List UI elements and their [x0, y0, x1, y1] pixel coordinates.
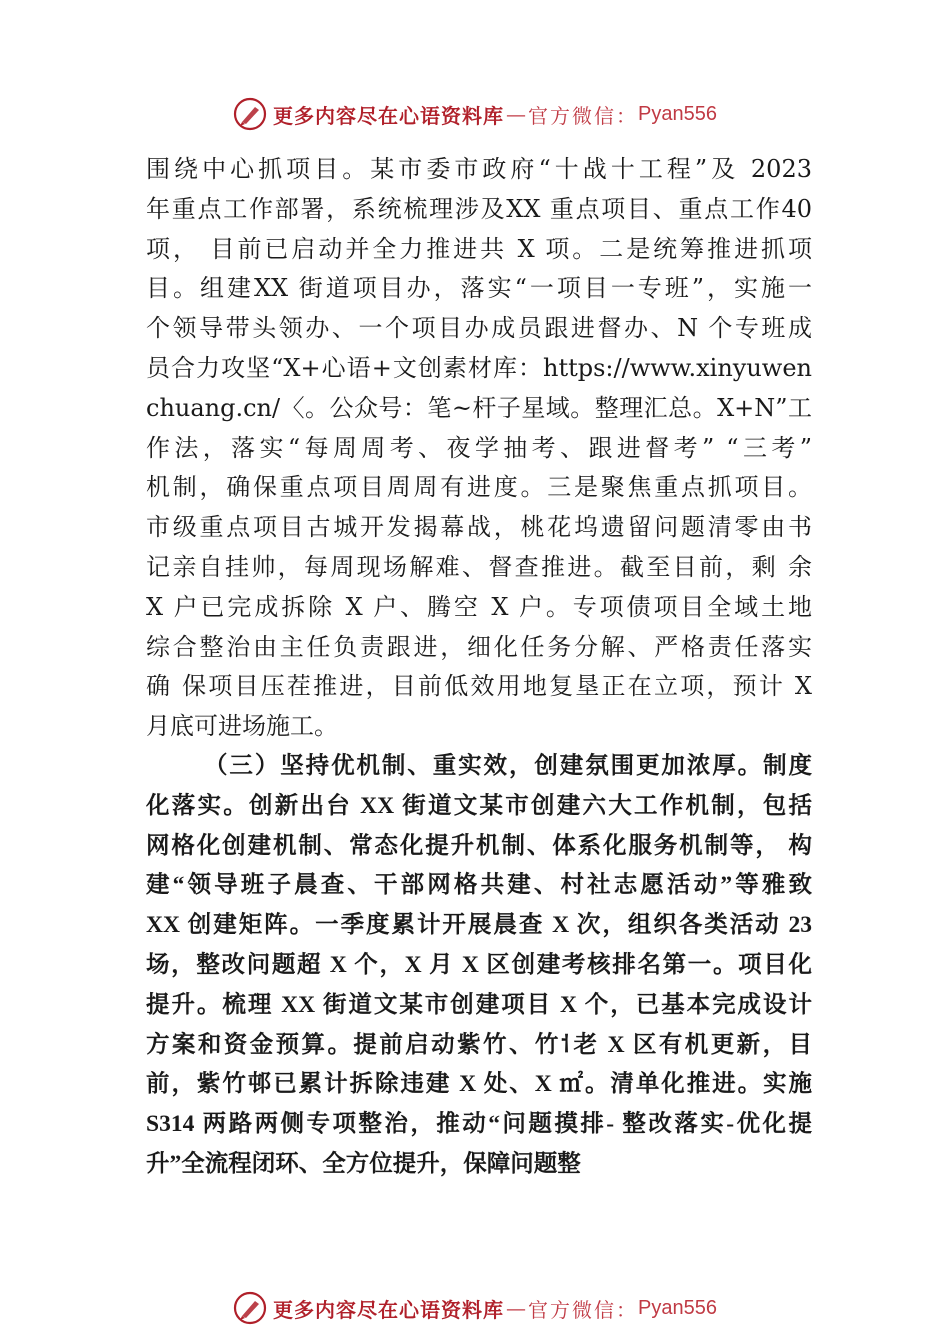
text-line: 机制，确保重点项目周周有进度。三是聚焦重点抓项目。: [146, 473, 812, 502]
banner-wechat-id: Pyan556: [638, 1296, 717, 1319]
text-line: 网格化创建机制、常态化提升机制、体系化服务机制等， 构: [146, 832, 812, 859]
text-line: 月底可进场施工。: [146, 712, 338, 741]
text-line: X 户已完成拆除 X 户、腾空 X 户。专项债项目全域土地: [146, 592, 812, 621]
banner-wechat-id: Pyan556: [638, 102, 717, 125]
text-line: 员合力攻坚“X+心语+文创素材库：https://www.xinyuwen: [146, 353, 812, 382]
banner-subtitle: 官方微信：: [528, 103, 639, 128]
text-line: S314 两路两侧专项整治，推动“问题摸排- 整改落实-优化提: [146, 1111, 812, 1138]
text-line: 作法，落实“每周周考、夜学抽考、跟进督考” “三考”: [146, 433, 812, 462]
text-line: 化落实。创新出台 XX 街道文某市创建六大工作机制，包括: [146, 792, 812, 819]
text-line: 围绕中心抓项目。某市委市政府“十战十工程”及 2023: [146, 155, 812, 183]
text-line: 场，整改问题超 X 个，X 月 X 区创建考核排名第一。项目化: [146, 951, 812, 978]
text-line: 升”全流程闭环、全方位提升，保障问题整: [146, 1150, 581, 1177]
text-line: 市级重点项目古城开发揭幕战，桃花坞遗留问题清零由书: [146, 513, 812, 542]
banner-dash: —: [506, 1296, 527, 1320]
text-line: chuang.cn/〈。公众号：笔~杆子星域。整理汇总。X+N”工: [146, 393, 812, 422]
text-line: XX 创建矩阵。一季度累计开展晨查 X 次，组织各类活动 23: [146, 912, 812, 939]
paragraph-1: [146, 150, 812, 747]
banner-title: 更多内容尽在心语资料库: [273, 1297, 505, 1322]
text-line: 提升。梳理 XX 街道文某市创建项目 X 个，已基本完成设计: [146, 991, 812, 1018]
paragraph-2: [146, 747, 812, 1185]
text-line: 年重点工作部署，系统梳理涉及XX 重点项目、重点工作40: [146, 194, 812, 223]
header-banner: [0, 94, 950, 134]
banner-title: 更多内容尽在心语资料库: [273, 103, 505, 128]
text-line: 建“领导班子晨查、干部网格共建、村社志愿活动”等雅致: [146, 872, 812, 899]
text-line: 确 保项目压茬推进，目前低效用地复垦正在立项，预计 X: [146, 672, 812, 701]
text-line: 前，紫竹邨已累计拆除违建 X 处、X ㎡。清单化推进。实施: [146, 1071, 812, 1098]
footer-banner: [0, 1288, 950, 1328]
text-line: 方案和资金预算。提前启动紫竹、竹⸶老 X 区有机更新，目: [146, 1031, 812, 1058]
banner-dash: —: [506, 102, 527, 126]
document-body: [146, 150, 812, 1185]
text-line: （三）坚持优机制、重实效，创建氛围更加浓厚。制度: [204, 752, 812, 779]
text-line: 目。组建XX 街道项目办，落实“一项目一专班”，实施一: [146, 274, 812, 303]
text-line: 综合整治由主任负责跟进，细化任务分解、严格责任落实: [146, 632, 812, 661]
text-line: 记亲自挂帅，每周现场解难、督查推进。截至目前，剩 余: [146, 552, 812, 581]
text-line: 个领导带头领办、一个项目办成员跟进督办、N 个专班成: [146, 314, 812, 343]
text-line: 项， 目前已启动并全力推进共 X 项。二是统筹推进抓项: [146, 234, 812, 263]
pen-logo-icon: [233, 97, 267, 131]
banner-subtitle: 官方微信：: [528, 1297, 639, 1322]
pen-logo-icon: [233, 1291, 267, 1325]
